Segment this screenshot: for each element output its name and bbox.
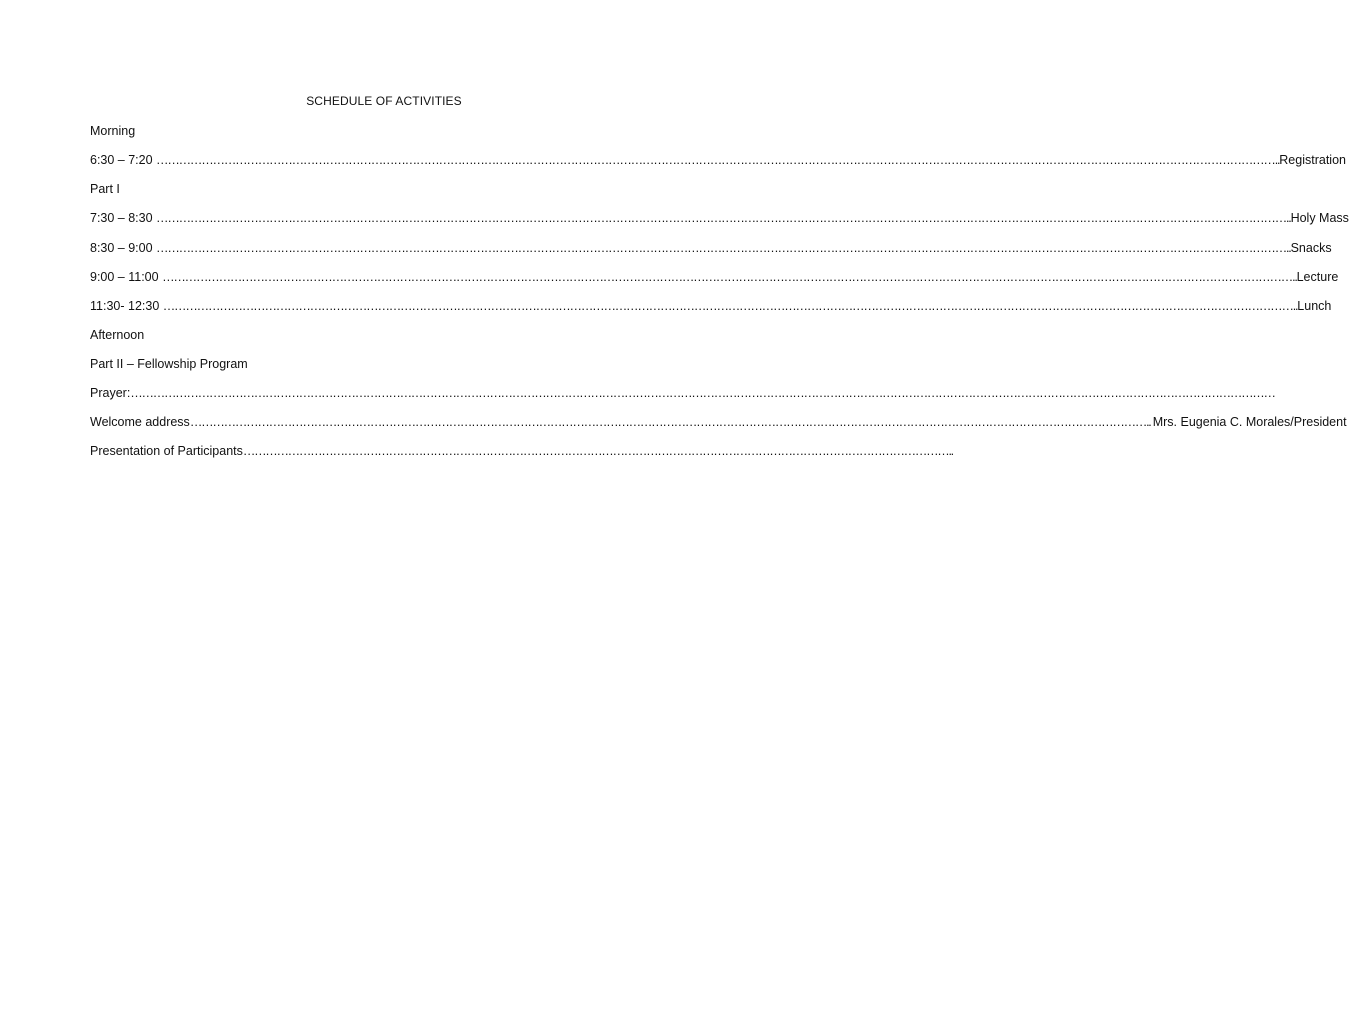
schedule-row [90, 152, 1346, 168]
leader-dots: ………………………………………………………………………………………………………………………………………………………………………………………………………………………………………………………………………….. [162, 270, 1297, 284]
leader-dots: ……………………………………………………………………………………………………………………………………………………………………….. [242, 444, 953, 458]
part1-heading: Part I [90, 182, 120, 196]
leader-dots: ………………………………………………………………………………………………………………………………………………………………………………………………………………………………………………………………………….. [156, 241, 1291, 255]
morning-heading: Morning [90, 124, 136, 138]
schedule-time: 6:30 – 7:20 [90, 153, 157, 167]
schedule-row [90, 240, 1332, 256]
schedule-time: 9:00 – 11:00 [90, 270, 163, 284]
schedule-row [90, 298, 1331, 314]
schedule-time: 8:30 – 9:00 [90, 241, 157, 255]
document-title: SCHEDULE OF ACTIVITIES [306, 94, 462, 108]
schedule-row [90, 210, 1349, 226]
afternoon-heading: Afternoon [90, 328, 145, 342]
program-row [90, 414, 1347, 430]
program-value: Mrs. Eugenia C. Morales/President [1152, 415, 1347, 429]
schedule-time: 11:30- 12:30 [90, 299, 163, 313]
leader-dots: ………………………………………………………………………………………………………………………………………………………………………………………………………………………………………………………………………….. [156, 211, 1291, 225]
program-label: Presentation of Participants [90, 444, 243, 458]
part2-heading: Part II – Fellowship Program [90, 357, 248, 371]
program-row [90, 385, 1275, 401]
schedule-row [90, 269, 1338, 285]
leader-dots: ……………………………………………………………………………………………………………………………………………………………………………………………………………………………………………………………………………… [130, 386, 1275, 400]
schedule-activity: Lecture [1296, 270, 1339, 284]
leader-dots: ……………………………………………………………………………………………………………………………………………………………………………………………………………………………………………………………………….. [156, 153, 1280, 167]
program-row [90, 443, 953, 459]
schedule-activity: Snacks [1290, 241, 1332, 255]
schedule-activity: Registration [1279, 153, 1346, 167]
schedule-activity: Holy Mass [1290, 211, 1349, 225]
schedule-activity: Lunch [1297, 299, 1332, 313]
leader-dots: ………………………………………………………………………………………………………………………………………………………………………………………………………………………………….. [189, 415, 1153, 429]
program-label: Prayer: [90, 386, 131, 400]
program-label: Welcome address [90, 415, 190, 429]
schedule-time: 7:30 – 8:30 [90, 211, 157, 225]
leader-dots: ………………………………………………………………………………………………………………………………………………………………………………………………………………………………………………………………………….. [162, 299, 1298, 313]
